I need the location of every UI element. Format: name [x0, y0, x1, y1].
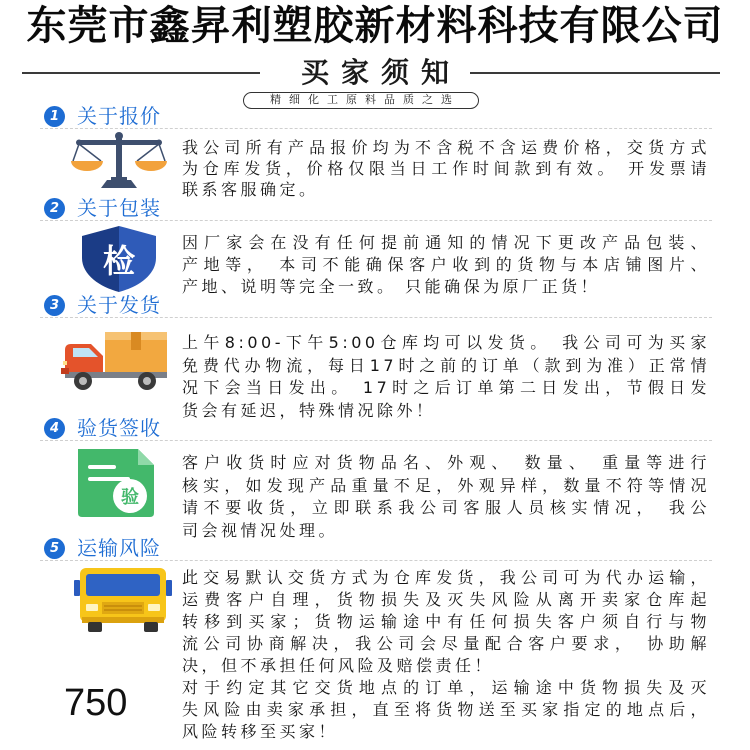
text-line: 因厂家会在没有任何提前通知的情况下更改产品包装、 [182, 233, 710, 252]
shield-badge-char: 检 [102, 242, 136, 280]
section-text [182, 452, 710, 542]
text-line: 决，但不承担任何风险及赔偿责任！ [182, 656, 495, 675]
section-number-badge: 5 [44, 538, 65, 559]
delivery-truck-icon [61, 328, 169, 392]
text-line: 况下会当日发出。 17时之后订单第二日发出，节假日发 [182, 378, 710, 397]
inspection-badge-char: 验 [121, 487, 139, 508]
section-heading [44, 105, 161, 127]
tagline-pill: 精细化工原料品质之选 [243, 92, 479, 109]
text-line: 风险转移至买家！ [182, 722, 339, 741]
scales-icon [71, 129, 167, 191]
text-line: 司会视情况处理。 [182, 520, 339, 540]
section-title: 关于包装 [77, 196, 161, 220]
section-text [182, 567, 710, 743]
text-line: 联系客服确定。 [182, 180, 319, 199]
section-divider [40, 440, 712, 441]
section-divider [40, 317, 712, 318]
section-text [182, 137, 710, 200]
size-label: 750 [64, 682, 128, 724]
text-line: 流公司协商解决，我公司会尽量配合客户要求， 协助解 [182, 634, 710, 653]
section-heading [44, 537, 161, 559]
notice-title: 买家须知 [300, 56, 461, 89]
text-line: 对于约定其它交货地点的订单，运输途中货物损失及灭 [182, 678, 710, 697]
text-line: 产地等， 本司不能确保客户收到的货物与本店铺图片、 [182, 255, 710, 274]
section-heading [44, 417, 161, 439]
document-check-icon [74, 449, 162, 517]
section-number-badge: 2 [44, 198, 65, 219]
text-line: 核实，如发现产品重量不足，外观异样，数量不符等情况 [182, 475, 710, 495]
text-line: 货会有延迟，特殊情况除外！ [182, 400, 436, 420]
text-line: 客户收货时应对货物品名、外观、 数量、 重量等进行 [182, 453, 710, 472]
section-heading [44, 197, 161, 219]
text-line: 转移到买家；货物运输途中有任何损失客户须自行与物 [182, 612, 710, 631]
section-text [182, 232, 710, 298]
text-line: 产地、说明等完全一致。 只能确保为原厂正货！ [182, 277, 601, 296]
text-line: 上午8:00-下午5:00仓库均可以发货。 我公司可为买家 [182, 333, 710, 352]
section-divider [40, 220, 712, 221]
text-line: 失风险由卖家承担，直至将货物送至买家指定的地点后， [182, 700, 710, 719]
title-rule-right [470, 72, 720, 74]
section-title: 关于报价 [77, 104, 161, 128]
section-text [182, 332, 710, 422]
company-name: 东莞市鑫昇利塑胶新材料科技有限公司 [26, 3, 724, 49]
shield-check-icon [78, 225, 160, 293]
text-line: 运费客户自理，货物损失及灭失风险从离开卖家仓库起 [182, 590, 710, 609]
text-line: 免费代办物流，每日17时之前的订单（款到为准）正常情 [182, 355, 710, 375]
text-line: 为仓库发货，价格仅限当日工作时间款到有效。 开发票请 [182, 159, 710, 178]
section-number-badge: 1 [44, 106, 65, 127]
section-title: 运输风险 [77, 536, 161, 560]
text-line: 我公司所有产品报价均为不含税不含运费价格，交货方式 [182, 138, 710, 157]
section-heading [44, 294, 161, 316]
freight-truck-icon [74, 566, 172, 632]
section-divider [40, 560, 712, 561]
section-number-badge: 4 [44, 418, 65, 439]
section-title: 验货签收 [77, 416, 161, 440]
section-number-badge: 3 [44, 295, 65, 316]
text-line: 请不要收货，立即联系我公司客服人员核实情况， 我公 [182, 498, 710, 517]
text-line: 此交易默认交货方式为仓库发货，我公司可为代办运输， [182, 568, 710, 587]
section-title: 关于发货 [77, 293, 161, 317]
